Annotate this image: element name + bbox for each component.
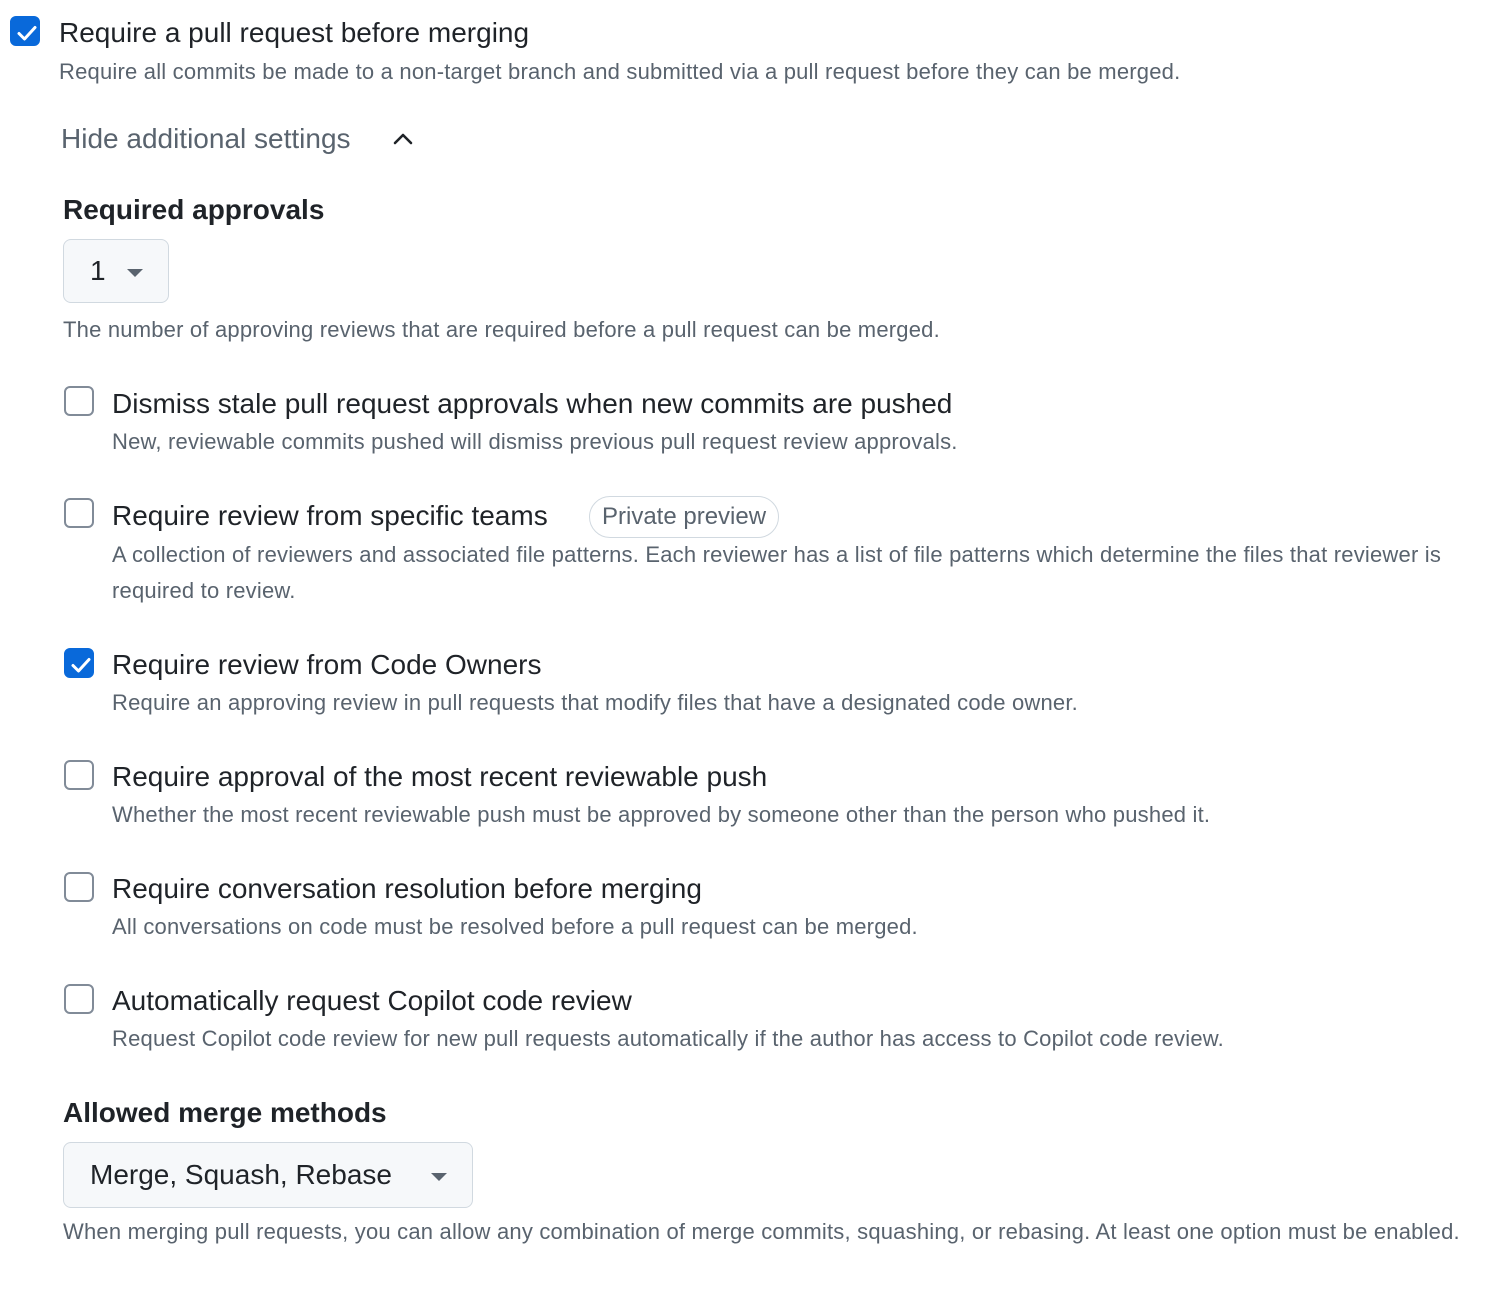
recent-push-description: Whether the most recent reviewable push must be approved by someone other than the person who pushed it. [112,802,1211,827]
specific-teams-checkbox[interactable] [64,498,94,528]
dismiss-stale-description: New, reviewable commits pushed will dismiss previous pull request review approvals. [112,429,958,454]
code-owners-title: Require review from Code Owners [112,649,542,680]
merge-methods-value: Merge, Squash, Rebase [90,1159,392,1190]
private-preview-badge: Private preview [589,496,779,538]
merge-methods-select[interactable] [63,1142,473,1208]
hide-settings-toggle[interactable] [61,122,421,156]
check-icon [69,653,93,677]
conversation-resolution-description: All conversations on code must be resolved before a pull request can be merged. [112,914,918,939]
hide-settings-label: Hide additional settings [61,123,351,154]
required-approvals-heading: Required approvals [63,194,325,225]
copilot-review-description: Request Copilot code review for new pull requests automatically if the author has access to Copilot code review. [112,1026,1224,1051]
merge-methods-heading: Allowed merge methods [63,1097,387,1128]
code-owners-checkbox[interactable] [64,648,94,678]
code-owners-description: Require an approving review in pull requests that modify files that have a designated code owner. [112,690,1078,715]
dismiss-stale-title: Dismiss stale pull request approvals when new commits are pushed [112,388,953,419]
caret-down-icon [431,1173,447,1181]
merge-methods-description: When merging pull requests, you can allow any combination of merge commits, squashing, or rebasing. At least one option must be enabled. [63,1219,1460,1244]
require-pr-checkbox[interactable] [10,16,40,46]
conversation-resolution-checkbox[interactable] [64,872,94,902]
recent-push-title: Require approval of the most recent reviewable push [112,761,768,792]
conversation-resolution-title: Require conversation resolution before merging [112,873,702,904]
chevron-up-icon [391,129,415,149]
require-pr-description: Require all commits be made to a non-target branch and submitted via a pull request before they can be merged. [59,59,1181,84]
required-approvals-select[interactable] [63,239,169,303]
check-icon [15,21,39,45]
recent-push-checkbox[interactable] [64,760,94,790]
required-approvals-description: The number of approving reviews that are required before a pull request can be merged. [63,317,940,342]
dismiss-stale-checkbox[interactable] [64,386,94,416]
required-approvals-value: 1 [90,255,106,286]
require-pr-title: Require a pull request before merging [59,17,530,48]
copilot-review-checkbox[interactable] [64,984,94,1014]
specific-teams-title: Require review from specific teams [112,500,548,531]
caret-down-icon [127,269,143,277]
copilot-review-title: Automatically request Copilot code review [112,985,632,1016]
specific-teams-description: A collection of reviewers and associated file patterns. Each reviewer has a list of file patterns which determine the files that reviewer is required to review. [112,542,1442,603]
